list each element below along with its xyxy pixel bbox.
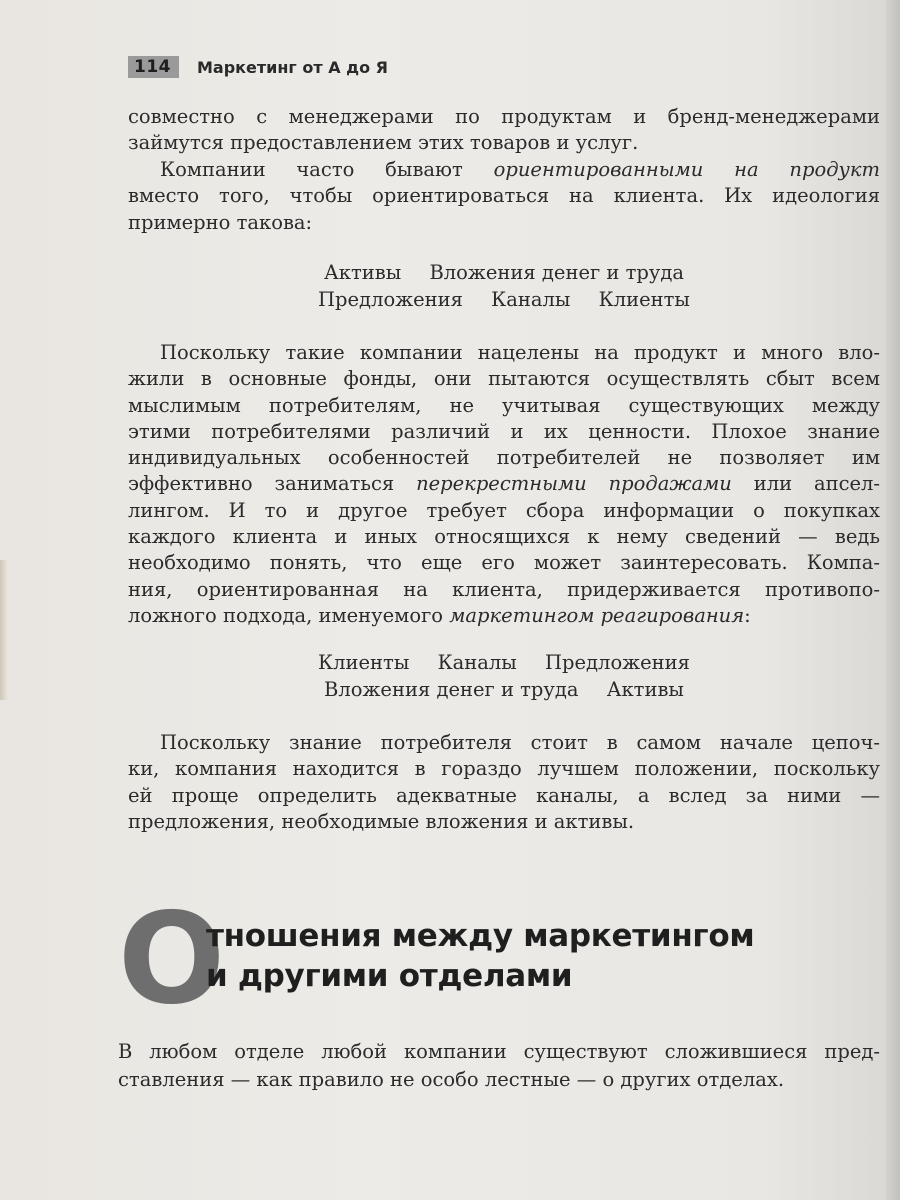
drop-cap: О [118,885,226,1032]
text-line: Поскольку такие компании нацелены на продукт и много вло- [160,341,880,364]
paragraph-3 [128,340,880,629]
chain-row [128,650,880,677]
text-line: жили в основные фонды, они пытаются осуществлять сбыт всем [128,367,880,391]
heading-line: тношения между маркетингом [206,918,755,954]
text-line: мыслимым потребителям, не учитывая существующих между [128,393,880,417]
text-line: ки, компания находится в гораздо лучшем положении, поскольку [128,757,880,781]
chain-item: Вложения денег и труда [429,261,684,284]
text-run: или апсел- [731,472,880,496]
chain-item: Предложения [545,651,690,674]
heading-line: и другими отделами [206,958,573,994]
paragraph-2 [128,157,880,236]
paragraph-4 [128,730,880,835]
text-line: В любом отделе любой компании существуют сложившиеся пред- [118,1040,880,1063]
running-header [128,56,388,78]
running-title: Маркетинг от А до Я [197,57,388,77]
text-line: ей проще определить адекватные каналы, а вслед за ними — [128,783,880,807]
italic-term: маркетингом реагирования [449,603,745,627]
page-stain [0,560,8,700]
chain-product-oriented [128,260,880,313]
chain-item: Активы [606,677,684,701]
section-heading [118,885,888,1032]
text-line: индивидуальных особенностей потребителей не позволяет им [128,446,880,470]
text-line: необходимо понять, что еще его может заинтересовать. Компа- [128,551,880,575]
text-run: эффективно заниматься [128,472,417,496]
chain-item: Вложения денег и труда [324,677,579,701]
text-line [128,157,880,183]
text-line: предложения, необходимые вложения и активы. [128,809,635,833]
text-line: вместо того, чтобы ориентироваться на клиента. Их идеология [128,184,880,208]
italic-term: перекрестными продажами [416,472,732,496]
text-line: ставления — как правило не особо лестные — о других отделах. [118,1068,785,1091]
chain-row [128,287,880,314]
text-line: этими потребителями различий и их ценности. Плохое знание [128,419,880,443]
chain-row [128,260,880,287]
text-line: совместно с менеджерами по продуктам и бренд-менеджерами [128,105,880,128]
text-line: каждого клиента и иных относящихся к нему сведений — ведь [128,525,880,549]
text-line [128,603,880,629]
page-edge-shadow [886,0,900,1200]
italic-term: ориентированными на продукт [493,158,880,181]
paragraph-1 [128,104,880,157]
chain-item: Клиенты [318,651,410,674]
chain-row [128,677,880,704]
text-run: : [744,603,751,627]
text-line [128,471,880,497]
chain-item: Каналы [437,651,517,674]
text-run: Компании часто бывают [160,158,494,181]
chain-item: Клиенты [598,287,690,311]
chain-item: Активы [324,261,402,284]
text-line: Поскольку знание потребителя стоит в самом начале цепоч- [160,731,880,754]
text-line: примерно такова: [128,210,313,234]
page-number: 114 [128,56,179,78]
text-line: займутся предоставлением этих товаров и услуг. [128,131,639,155]
text-run: ложного подхода, именуемого [128,603,450,627]
text-line: ния, ориентированная на клиента, придерживается противопо- [128,577,880,601]
chain-item: Предложения [318,287,463,311]
section-intro [118,1038,880,1094]
chain-customer-oriented [128,650,880,703]
text-line: лингом. И то и другое требует сбора информации о покупках [128,498,880,522]
chain-item: Каналы [491,287,571,311]
